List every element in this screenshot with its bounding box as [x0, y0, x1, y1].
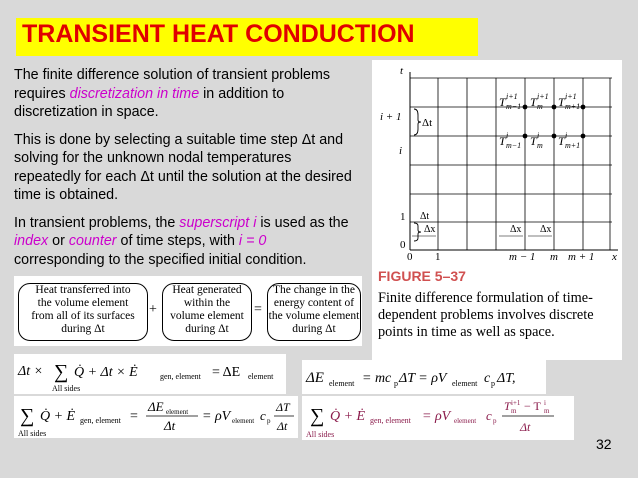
svg-text:T: T — [558, 134, 565, 148]
balance-box-energy-change — [267, 283, 361, 341]
svg-text:m+1: m+1 — [565, 102, 581, 111]
equals-sign: = — [254, 302, 262, 317]
svg-text:m+1: m+1 — [565, 141, 581, 150]
dt-brace-top — [414, 109, 421, 135]
svg-text:∑: ∑ — [20, 405, 35, 427]
x-label-0: 0 — [407, 251, 413, 263]
p1-highlight: discretization in time — [69, 85, 200, 102]
p3-hl-superscript: superscript i — [179, 214, 257, 231]
svg-text:T: T — [530, 95, 537, 109]
svg-text:Δt ×: Δt × — [18, 364, 44, 379]
p2-dt2: Δt — [140, 168, 154, 185]
svg-text:Δt: Δt — [277, 419, 288, 433]
p3-text-d: of time steps, with — [116, 233, 239, 249]
svg-text:m−1: m−1 — [506, 102, 522, 111]
p3-text-a: In transient problems, the — [14, 214, 180, 231]
balance-box1-line4: during Δt — [61, 323, 105, 335]
dt-label-top: Δt — [422, 117, 433, 129]
x-label-m-minus-1: m − 1 — [509, 251, 536, 263]
svg-text:i: i — [544, 399, 546, 407]
svg-text:T: T — [558, 95, 565, 109]
svg-text:m: m — [544, 407, 550, 415]
balance-box-heat-transferred — [18, 283, 148, 341]
svg-text:i+1: i+1 — [565, 92, 577, 101]
svg-text:= mc: = mc — [362, 371, 392, 386]
t-label-1: 1 — [400, 211, 406, 223]
equation-4 — [302, 396, 574, 440]
page-number: 32 — [596, 436, 612, 452]
node-labels-i — [499, 131, 580, 150]
p1-text-a: The finite difference solution of transient problems requires — [14, 67, 331, 102]
p2-text-b: and solving for the unknown nodal temperatures repeatedly for each — [14, 131, 344, 185]
t-label-0: 0 — [400, 239, 406, 251]
equation-2-svg — [302, 360, 546, 394]
svg-text:i+1: i+1 — [511, 399, 521, 407]
svg-text:Q̇ + Δt × Ė: Q̇ + Δt × Ė — [74, 365, 138, 380]
p2-dt: Δt — [301, 131, 316, 148]
paragraph-3 — [14, 214, 354, 270]
svg-text:m−1: m−1 — [506, 141, 522, 150]
balance-box2-line1: Heat generated — [172, 284, 242, 296]
p2-text-a: This is done by selecting a suitable time step — [14, 131, 302, 148]
dt-label-bottom: Δt — [420, 211, 430, 222]
svg-text:Δt: Δt — [164, 418, 176, 433]
equation-3 — [14, 396, 298, 438]
t-label-i-plus-1: i + 1 — [380, 111, 402, 123]
eq2-element-sub: element — [329, 379, 355, 388]
balance-box3-line2: energy content of — [273, 297, 355, 309]
balance-box-heat-generated — [162, 283, 252, 341]
axis-x-label: x — [612, 251, 617, 263]
eq4-all-sides: All sides — [306, 430, 335, 439]
eq1-all-sides: All sides — [52, 384, 81, 393]
equation-4-svg — [302, 396, 574, 440]
equation-2 — [302, 360, 546, 394]
svg-text:=: = — [130, 409, 138, 424]
balance-box3-line3: the volume element — [268, 310, 360, 322]
svg-text:element: element — [166, 408, 189, 416]
svg-text:m: m — [537, 102, 543, 111]
balance-box2-line3: volume element — [170, 310, 244, 322]
axis-t-label: t — [400, 65, 404, 77]
svg-text:element: element — [232, 417, 255, 425]
eq4-gen-sub: gen, element — [370, 416, 411, 425]
svg-text:c: c — [260, 408, 266, 423]
eq1-element-sub: element — [248, 372, 274, 381]
node-labels-top — [499, 92, 580, 111]
svg-text:T: T — [499, 134, 506, 148]
svg-text:p: p — [493, 417, 497, 425]
plus-sign: + — [149, 302, 157, 317]
eq1-gen-sub: gen, element — [160, 372, 201, 381]
dx-label-left: Δx — [424, 224, 436, 235]
svg-text:ΔE: ΔE — [148, 399, 164, 414]
balance-box2-line2: within the — [183, 297, 231, 309]
equation-3-svg — [14, 396, 298, 438]
svg-text:T: T — [504, 399, 511, 413]
paragraph-1 — [14, 66, 354, 122]
t-label-i: i — [399, 145, 403, 157]
svg-text:c: c — [486, 408, 492, 423]
eq2-delta-e: ΔE — [306, 370, 324, 386]
svg-text:− T: − T — [524, 399, 541, 413]
svg-text:Δt: Δt — [520, 420, 531, 434]
svg-text:c: c — [484, 371, 491, 386]
p2-text-c: until the solution at the desired time is obtained. — [14, 168, 352, 203]
svg-text:p: p — [491, 379, 495, 388]
svg-text:p: p — [267, 417, 271, 425]
balance-box1-line1: Heat transferred into — [35, 284, 131, 296]
x-label-m-plus-1: m + 1 — [568, 251, 595, 263]
svg-text:= ΔE: = ΔE — [212, 365, 241, 380]
svg-text:i: i — [537, 131, 540, 140]
p3-hl-index: index — [14, 233, 49, 249]
balance-box2-line4: during Δt — [185, 323, 229, 335]
svg-text:Q̇ + Ė: Q̇ + Ė — [40, 409, 76, 424]
svg-text:∑: ∑ — [54, 361, 69, 383]
figure-caption: Finite difference formulation of time-dependent problems involves discrete points in time as well as space. — [378, 290, 594, 340]
p1-text-b: in addition to discretization in space. — [14, 85, 285, 120]
slide-title: TRANSIENT HEAT CONDUCTION — [22, 20, 415, 48]
dx-label-2: Δx — [540, 224, 552, 235]
svg-text:ΔT = ρV: ΔT = ρV — [399, 371, 447, 386]
grid-diagram — [372, 60, 622, 265]
paragraph-2 — [14, 131, 354, 205]
p3-hl-counter: counter — [68, 233, 117, 249]
svg-text:i+1: i+1 — [537, 92, 549, 101]
balance-box1-line2: the volume element — [37, 297, 129, 309]
figure-label: FIGURE 5–37 — [378, 268, 466, 284]
p3-hl-i0: i = 0 — [238, 233, 267, 249]
svg-text:∑: ∑ — [310, 405, 325, 427]
x-label-m: m — [550, 251, 558, 263]
p3-text-e: corresponding to the specified initial condition. — [14, 251, 307, 268]
svg-text:T: T — [530, 134, 537, 148]
title-banner — [16, 18, 478, 56]
svg-text:i+1: i+1 — [506, 92, 518, 101]
figure-grid — [372, 60, 622, 360]
svg-text:ΔT: ΔT — [276, 400, 290, 414]
equation-1 — [14, 354, 286, 394]
equation-1-svg — [14, 354, 286, 394]
x-label-1: 1 — [435, 251, 441, 263]
svg-text:T: T — [499, 95, 506, 109]
dt-brace-bottom — [414, 223, 421, 241]
eq4-element-sub: element — [454, 417, 477, 425]
svg-text:gen, element: gen, element — [80, 416, 121, 425]
energy-balance-panel — [14, 276, 362, 346]
svg-text:i: i — [565, 131, 568, 140]
balance-box3-line4: during Δt — [292, 323, 336, 335]
p3-text-b: is used as the — [256, 214, 349, 231]
svg-text:= ρV: = ρV — [202, 409, 231, 424]
svg-text:m: m — [537, 141, 543, 150]
svg-text:p: p — [394, 379, 398, 388]
dx-label-1: Δx — [510, 224, 522, 235]
balance-box3-line1: The change in the — [272, 284, 356, 296]
eq3-all-sides: All sides — [18, 429, 47, 438]
svg-text:i: i — [506, 131, 509, 140]
svg-text:m: m — [511, 407, 517, 415]
svg-text:Q̇ + Ė: Q̇ + Ė — [330, 409, 366, 424]
svg-text:= ρV: = ρV — [422, 409, 451, 424]
svg-text:element: element — [452, 379, 478, 388]
p3-text-c: or — [48, 233, 69, 249]
svg-text:ΔT,: ΔT, — [497, 371, 516, 386]
balance-box1-line3: from all of its surfaces — [31, 310, 135, 322]
body-text — [14, 66, 354, 278]
